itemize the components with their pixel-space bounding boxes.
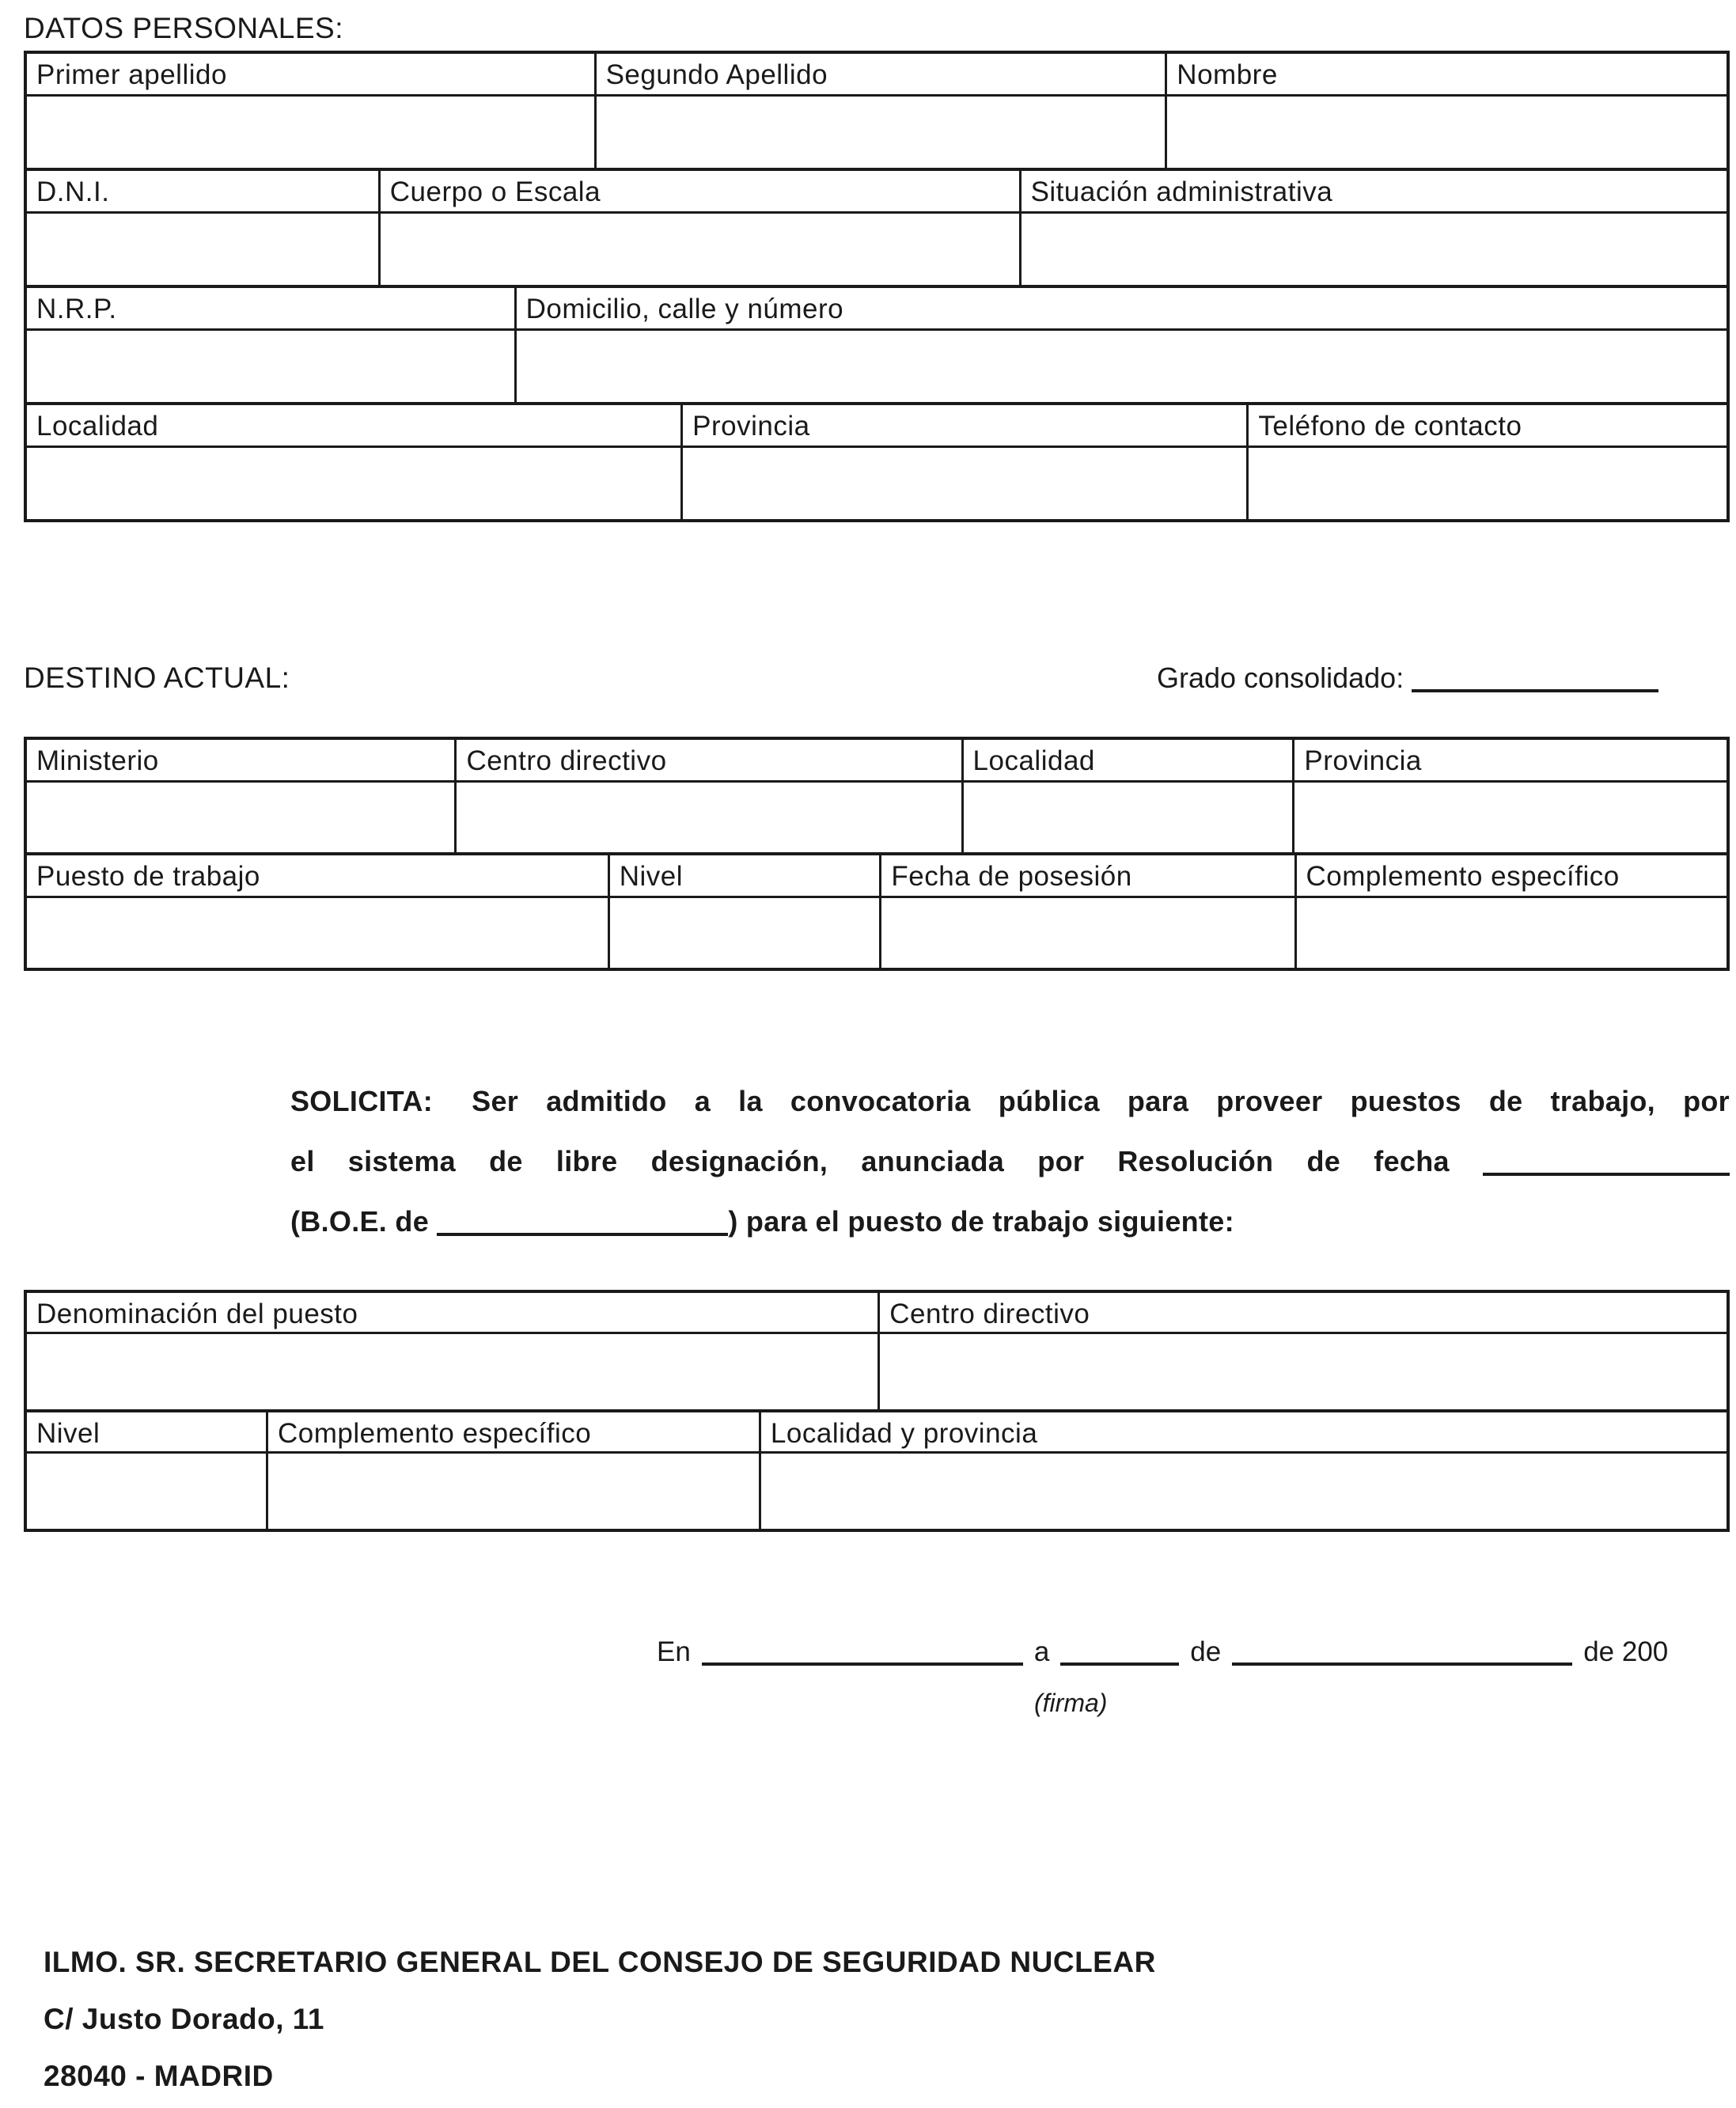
puesto-trabajo-label: Puesto de trabajo	[27, 855, 610, 898]
table-row	[27, 168, 1727, 285]
puesto-nivel-label: Nivel	[27, 1412, 268, 1454]
cuerpo-escala-input[interactable]	[381, 214, 1022, 285]
sig-anio-label: de 200	[1583, 1636, 1669, 1667]
table-row	[27, 402, 1727, 519]
localidad-provincia-label: Localidad y provincia	[761, 1412, 1727, 1454]
puesto-complemento-especifico-label: Complemento específico	[268, 1412, 761, 1454]
centro-directivo-label: Centro directivo	[457, 740, 963, 783]
resolucion-fecha-input[interactable]	[1483, 1149, 1730, 1176]
table-row	[27, 54, 1727, 168]
table-row	[27, 740, 1727, 852]
table-row	[27, 852, 1727, 968]
primer-apellido-input[interactable]	[27, 97, 597, 168]
dni-input[interactable]	[27, 214, 381, 285]
nombre-input[interactable]	[1167, 97, 1727, 168]
solicita-line3-suffix: ) para el puesto de trabajo siguiente:	[728, 1205, 1234, 1238]
footer-address	[44, 1934, 1730, 2105]
destino-localidad-label: Localidad	[964, 740, 1295, 783]
fecha-posesion-input[interactable]	[881, 898, 1296, 968]
puesto-centro-directivo-input[interactable]	[880, 1334, 1727, 1409]
denominacion-puesto-label: Denominación del puesto	[27, 1293, 880, 1334]
localidad-label: Localidad	[27, 405, 683, 448]
destino-actual-row	[24, 661, 1730, 696]
complemento-especifico-label: Complemento específico	[1297, 855, 1727, 898]
nrp-label: N.R.P.	[27, 288, 517, 331]
nrp-input[interactable]	[27, 331, 517, 402]
primer-apellido-label: Primer apellido	[27, 54, 597, 97]
table-row	[27, 1409, 1727, 1529]
destino-actual-table	[24, 737, 1730, 971]
ministerio-input[interactable]	[27, 783, 457, 852]
puesto-trabajo-input[interactable]	[27, 898, 610, 968]
localidad-provincia-input[interactable]	[761, 1454, 1727, 1529]
localidad-input[interactable]	[27, 448, 683, 519]
solicita-paragraph	[290, 1071, 1730, 1252]
destino-provincia-label: Provincia	[1294, 740, 1727, 783]
cuerpo-escala-label: Cuerpo o Escala	[381, 171, 1022, 214]
datos-personales-heading: DATOS PERSONALES:	[24, 12, 343, 44]
datos-personales-table	[24, 51, 1730, 522]
situacion-administrativa-label: Situación administrativa	[1022, 171, 1727, 214]
complemento-especifico-input[interactable]	[1297, 898, 1727, 968]
puesto-nivel-input[interactable]	[27, 1454, 268, 1529]
grado-consolidado-group	[1157, 661, 1658, 696]
table-row	[27, 1293, 1727, 1409]
puesto-centro-directivo-label: Centro directivo	[880, 1293, 1727, 1334]
destino-actual-heading: DESTINO ACTUAL:	[24, 662, 290, 694]
nombre-label: Nombre	[1167, 54, 1727, 97]
sig-a-label: a	[1033, 1636, 1050, 1667]
grado-consolidado-label: Grado consolidado:	[1157, 662, 1404, 694]
denominacion-puesto-input[interactable]	[27, 1334, 880, 1409]
dni-label: D.N.I.	[27, 171, 381, 214]
situacion-administrativa-input[interactable]	[1022, 214, 1727, 285]
solicita-line3-prefix: (B.O.E. de	[290, 1205, 430, 1238]
provincia-label: Provincia	[683, 405, 1249, 448]
solicita-label: SOLICITA:	[290, 1085, 434, 1117]
signature-line	[657, 1635, 1730, 1670]
footer-addressee: ILMO. SR. SECRETARIO GENERAL DEL CONSEJO DE SEGURIDAD NUCLEAR	[44, 1946, 1156, 1978]
sig-de-label: de	[1190, 1636, 1222, 1667]
fecha-posesion-label: Fecha de posesión	[881, 855, 1296, 898]
footer-street: C/ Justo Dorado, 11	[44, 2003, 324, 2035]
nivel-input[interactable]	[610, 898, 882, 968]
sig-mes-input[interactable]	[1232, 1639, 1572, 1666]
domicilio-input[interactable]	[517, 331, 1727, 402]
sig-lugar-input[interactable]	[702, 1639, 1023, 1666]
segundo-apellido-input[interactable]	[597, 97, 1168, 168]
footer-city: 28040 - MADRID	[44, 2060, 274, 2092]
centro-directivo-input[interactable]	[457, 783, 963, 852]
sig-en-label: En	[657, 1636, 691, 1667]
solicita-line1-text: Ser admitido a la convocatoria pública para proveer puestos de trabajo, por	[472, 1085, 1730, 1117]
table-row	[27, 285, 1727, 402]
solicita-line2-text: el sistema de libre designación, anunciada por Resolución de fecha	[290, 1145, 1450, 1177]
destino-provincia-input[interactable]	[1294, 783, 1727, 852]
sig-dia-input[interactable]	[1060, 1639, 1179, 1666]
solicita-line-2	[290, 1132, 1730, 1192]
firma-label: (firma)	[1034, 1689, 1108, 1717]
telefono-contacto-input[interactable]	[1249, 448, 1727, 519]
puesto-solicitado-table	[24, 1290, 1730, 1532]
solicita-line-1	[290, 1071, 1730, 1132]
segundo-apellido-label: Segundo Apellido	[597, 54, 1168, 97]
puesto-complemento-especifico-input[interactable]	[268, 1454, 761, 1529]
ministerio-label: Ministerio	[27, 740, 457, 783]
solicita-line-3	[290, 1192, 1730, 1252]
domicilio-label: Domicilio, calle y número	[517, 288, 1727, 331]
telefono-contacto-label: Teléfono de contacto	[1249, 405, 1727, 448]
nivel-label: Nivel	[610, 855, 882, 898]
provincia-input[interactable]	[683, 448, 1249, 519]
boe-fecha-input[interactable]	[437, 1209, 728, 1236]
destino-localidad-input[interactable]	[964, 783, 1295, 852]
grado-consolidado-input[interactable]	[1412, 665, 1658, 692]
